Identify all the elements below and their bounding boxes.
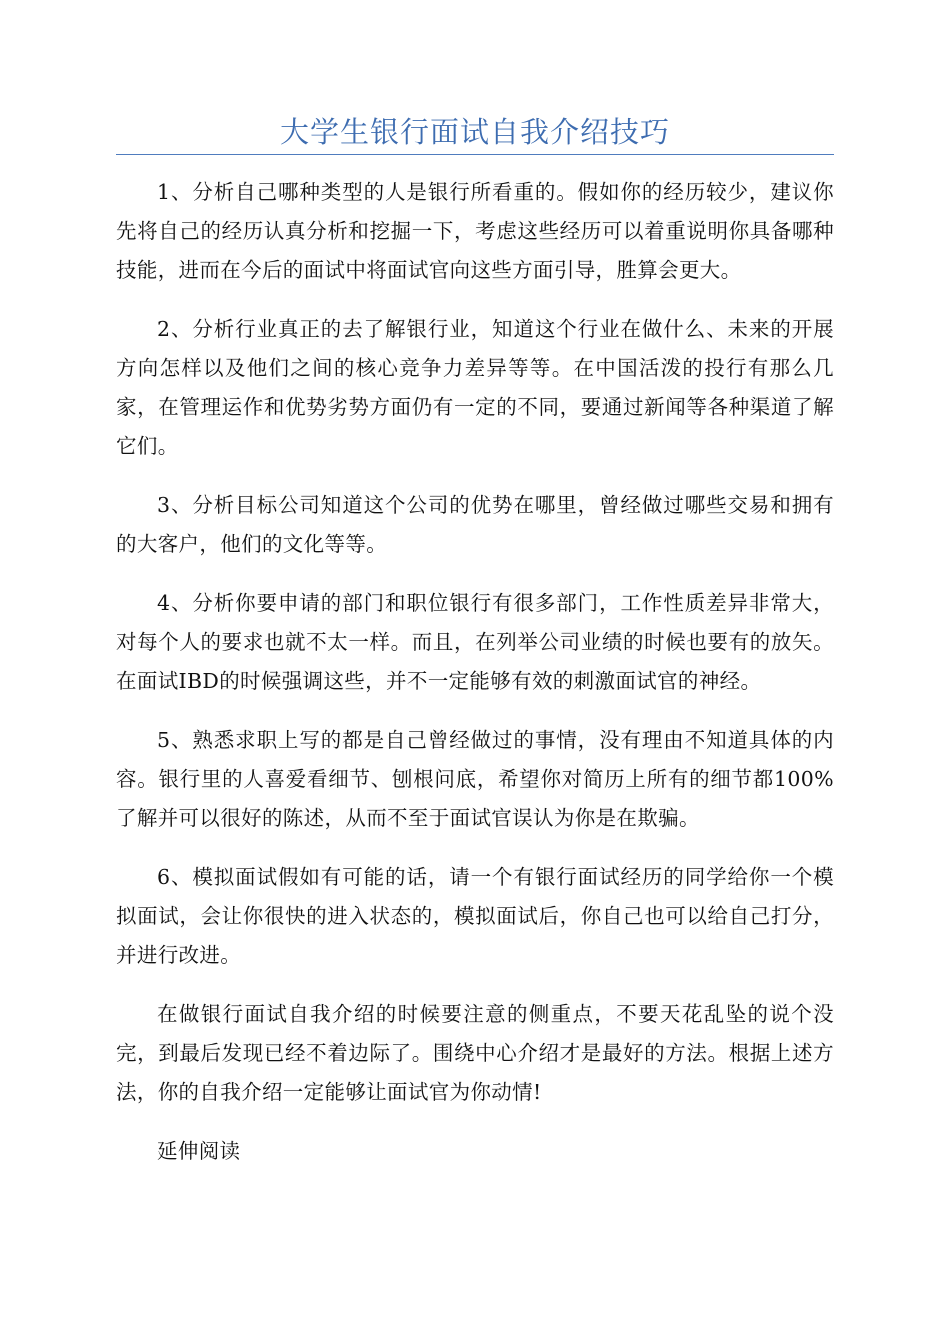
paragraph-tip-3: 3、分析目标公司知道这个公司的优势在哪里，曾经做过哪些交易和拥有的大客户，他们的文化等等。 xyxy=(116,493,834,556)
paragraph-tip-5: 5、熟悉求职上写的都是自己曾经做过的事情，没有理由不知道具体的内容。银行里的人喜爱看细节、刨根问底，希望你对简历上所有的细节都100%了解并可以很好的陈述，从而不至于面试官误认为你是在欺骗。 xyxy=(116,728,834,830)
paragraph-further-reading: 延伸阅读 xyxy=(157,1139,241,1163)
paragraph-summary: 在做银行面试自我介绍的时候要注意的侧重点，不要天花乱坠的说个没完，到最后发现已经不着边际了。围绕中心介绍才是最好的方法。根据上述方法，你的自我介绍一定能够让面试官为你动情! xyxy=(116,1002,834,1104)
paragraph-tip-1: 1、分析自己哪种类型的人是银行所看重的。假如你的经历较少，建议你先将自己的经历认真分析和挖掘一下，考虑这些经历可以着重说明你具备哪种技能，进而在今后的面试中将面试官向这些方面引导，胜算会更大。 xyxy=(116,180,834,282)
document-body xyxy=(116,173,834,1191)
paragraph-tip-2: 2、分析行业真正的去了解银行业，知道这个行业在做什么、未来的开展方向怎样以及他们之间的核心竞争力差异等等。在中国活泼的投行有那么几家，在管理运作和优势劣势方面仍有一定的不同，要通过新闻等各种渠道了解它们。 xyxy=(116,317,834,458)
paragraph-tip-6: 6、模拟面试假如有可能的话，请一个有银行面试经历的同学给你一个模拟面试，会让你很快的进入状态的，模拟面试后，你自己也可以给自己打分，并进行改进。 xyxy=(116,865,834,967)
paragraph-tip-4: 4、分析你要申请的部门和职位银行有很多部门，工作性质差异非常大，对每个人的要求也就不太一样。而且，在列举公司业绩的时候也要有的放矢。在面试IBD的时候强调这些，并不一定能够有效的刺激面试官的神经。 xyxy=(116,591,834,693)
page-title: 大学生银行面试自我介绍技巧 xyxy=(279,115,670,149)
title-underline xyxy=(116,154,834,155)
